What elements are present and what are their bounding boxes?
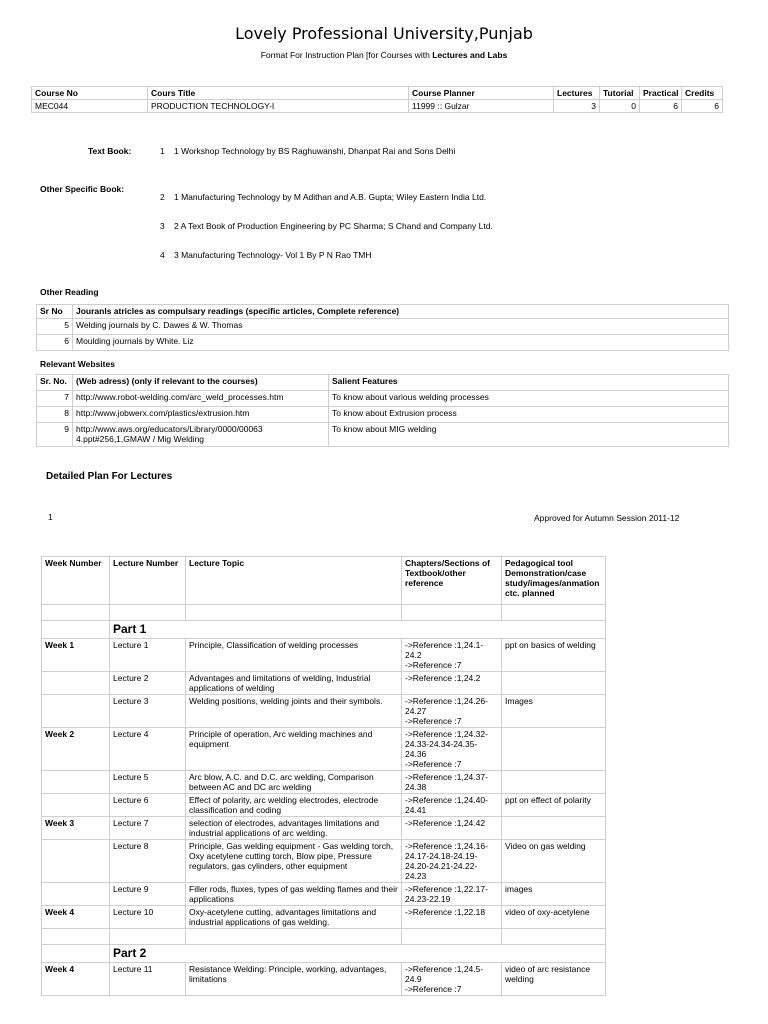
lecture-cell: Lecture 4 [110,728,186,771]
reading-text: Welding journals by C. Dawes & W. Thomas [73,319,729,335]
website-num: 8 [37,407,73,423]
website-url[interactable]: http://www.robot-welding.com/arc_weld_processes.htm [73,391,329,407]
tool-cell [502,672,606,695]
other-reading-table [36,304,729,351]
tool-cell: ppt on basics of welding [502,639,606,672]
spacer-row [42,929,606,945]
week-cell: Week 2 [42,728,110,771]
topic-cell: Principle, Gas welding equipment - Gas welding torch, Oxy acetylene cutting torch, Blow pipe, Pressure regulators, gas cylinders, other equipment [186,840,402,883]
part-row [42,621,606,639]
reference-cell: ->Reference :1,24.2 [402,672,502,695]
course-header-cell: Cours Title [148,87,409,100]
topic-cell: Principle, Classification of welding processes [186,639,402,672]
week-cell [42,672,110,695]
tool-cell: images [502,883,606,906]
websites-table [36,374,729,447]
tool-cell: video of arc resistance welding [502,963,606,996]
lecture-cell: Lecture 1 [110,639,186,672]
course-cell: 0 [600,100,640,113]
course-header-cell: Course Planner [409,87,554,100]
tool-cell: Video on gas welding [502,840,606,883]
topic-cell: Effect of polarity, arc welding electrodes, electrode classification and coding [186,794,402,817]
reference-cell: ->Reference :1,24.26-24.27 ->Reference :7 [402,695,502,728]
website-feature: To know about Extrusion process [329,407,729,423]
tool-cell [502,728,606,771]
websites-header-row [37,375,729,391]
week-cell [42,695,110,728]
other-book-text: 1 Manufacturing Technology by M Adithan and A.B. Gupta; Wiley Eastern India Ltd. [174,192,487,202]
reference-cell: ->Reference :1,22.17-24.23-22.19 [402,883,502,906]
topic-cell: Advantages and limitations of welding, Industrial applications of welding [186,672,402,695]
lecture-row [42,906,606,929]
website-feature: To know about MIG welding [329,423,729,447]
course-header-row [32,87,723,100]
other-reading-label: Other Reading [40,287,99,297]
lecture-row [42,695,606,728]
textbook-num: 1 [160,146,165,156]
other-book-text: 3 Manufacturing Technology- Vol 1 By P N Rao TMH [174,250,372,260]
plan-header-row [42,557,606,605]
part-row [42,945,606,963]
lecture-cell: Lecture 5 [110,771,186,794]
websites-header-cell: (Web adress) (only if relevant to the courses) [73,375,329,391]
course-table [31,86,723,113]
tool-cell: video of oxy-acetylene [502,906,606,929]
plan-heading: Detailed Plan For Lectures [46,471,173,482]
reading-num: 5 [37,319,73,335]
plan-header-cell: Lecture Topic [186,557,402,605]
other-book-num: 2 [160,192,165,202]
reading-header-cell: Sr No [37,305,73,319]
lecture-row [42,840,606,883]
websites-label: Relevant Websites [40,359,115,369]
tool-cell: Images [502,695,606,728]
lecture-row [42,794,606,817]
website-row [37,407,729,423]
plan-header-cell: Pedagogical tool Demonstration/case study/images/anmation ctc. planned [502,557,606,605]
lecture-cell: Lecture 9 [110,883,186,906]
reading-num: 6 [37,335,73,351]
lecture-cell: Lecture 8 [110,840,186,883]
course-cell: PRODUCTION TECHNOLOGY-I [148,100,409,113]
page-number: 1 [48,512,53,522]
lecture-row [42,728,606,771]
course-header-cell: Lectures [554,87,600,100]
reading-header-cell: Jouranls atricles as compulsary readings (specific articles, Complete reference) [73,305,729,319]
websites-header-cell: Sr. No. [37,375,73,391]
other-book-text: 2 A Text Book of Production Engineering by PC Sharma; S Chand and Company Ltd. [174,221,493,231]
university-title: Lovely Professional University,Punjab [235,24,533,43]
week-cell [42,883,110,906]
topic-cell: Principle of operation, Arc welding machines and equipment [186,728,402,771]
reference-cell: ->Reference :1,24.37-24.38 [402,771,502,794]
other-book-num: 4 [160,250,165,260]
tool-cell: ppt on effect of polarity [502,794,606,817]
reference-cell: ->Reference :1,24.40-24.41 [402,794,502,817]
topic-cell: Filler rods, fluxes, types of gas welding flames and their applications [186,883,402,906]
lecture-row [42,817,606,840]
lecture-cell: Lecture 10 [110,906,186,929]
textbook-label: Text Book: [88,146,132,156]
course-data-row [32,100,723,113]
course-header-cell: Course No [32,87,148,100]
reference-cell: ->Reference :1,24.32-24.33-24.34-24.35-24.36 ->Reference :7 [402,728,502,771]
website-num: 9 [37,423,73,447]
week-cell: Week 1 [42,639,110,672]
course-header-cell: Practical [640,87,682,100]
websites-header-cell: Salient Features [329,375,729,391]
reference-cell: ->Reference :1,24.42 [402,817,502,840]
approved-note: Approved for Autumn Session 2011-12 [534,513,680,523]
lecture-cell: Lecture 6 [110,794,186,817]
format-prefix: Format For Instruction Plan [for Courses with [260,50,433,60]
lecture-plan-table [41,556,606,996]
format-bold: Lectures and Labs [432,50,508,60]
tool-cell [502,817,606,840]
reference-cell: ->Reference :1,22.18 [402,906,502,929]
tool-cell [502,771,606,794]
lecture-cell: Lecture 7 [110,817,186,840]
lecture-row [42,672,606,695]
format-subtitle [0,50,768,60]
website-row [37,391,729,407]
other-books-label: Other Specific Book: [40,184,125,194]
week-cell [42,794,110,817]
course-cell: 6 [640,100,682,113]
topic-cell: selection of electrodes, advantages limitations and industrial applications of arc welding. [186,817,402,840]
course-cell: 3 [554,100,600,113]
course-cell: MEC044 [32,100,148,113]
course-header-cell: Credits [682,87,723,100]
topic-cell: Oxy-acetylene cutting, advantages limitations and industrial applications of gas welding. [186,906,402,929]
week-cell [42,771,110,794]
textbook-text: 1 Workshop Technology by BS Raghuwanshi, Dhanpat Rai and Sons Delhi [174,146,456,156]
reference-cell: ->Reference :1,24.16-24.17-24.18-24.19-24.20-24.21-24.22-24.23 [402,840,502,883]
week-cell: Week 4 [42,906,110,929]
part-label: Part 1 [110,621,606,639]
reference-cell: ->Reference :1,24.1-24.2 ->Reference :7 [402,639,502,672]
lecture-row [42,639,606,672]
course-cell: 11999 :: Gulzar [409,100,554,113]
website-feature: To know about various welding processes [329,391,729,407]
reading-header-row [37,305,729,319]
reading-row [37,335,729,351]
week-cell: Week 4 [42,963,110,996]
reading-text: Moulding journals by White. Liz [73,335,729,351]
plan-header-cell: Chapters/Sections of Textbook/other reference [402,557,502,605]
website-row [37,423,729,447]
week-cell: Week 3 [42,817,110,840]
part-label: Part 2 [110,945,606,963]
topic-cell: Resistance Welding: Principle, working, advantages, limitations [186,963,402,996]
course-cell: 6 [682,100,723,113]
website-num: 7 [37,391,73,407]
lecture-cell: Lecture 3 [110,695,186,728]
topic-cell: Arc blow, A.C. and D.C. arc welding, Comparison between AC and DC arc welding [186,771,402,794]
plan-header-cell: Week Number [42,557,110,605]
lecture-cell: Lecture 2 [110,672,186,695]
course-header-cell: Tutorial [600,87,640,100]
reference-cell: ->Reference :1,24.5-24.9 ->Reference :7 [402,963,502,996]
reading-row [37,319,729,335]
lecture-row [42,963,606,996]
lecture-row [42,883,606,906]
lecture-row [42,771,606,794]
week-cell [42,840,110,883]
topic-cell: Welding positions, welding joints and their symbols. [186,695,402,728]
lecture-cell: Lecture 11 [110,963,186,996]
other-book-num: 3 [160,221,165,231]
plan-header-cell: Lecture Number [110,557,186,605]
website-url[interactable]: http://www.aws.org/educators/Library/0000/00063 4.ppt#256,1,GMAW / Mig Welding [73,423,329,447]
spacer-row [42,605,606,621]
website-url[interactable]: http://www.jobwerx.com/plastics/extrusion.htm [73,407,329,423]
